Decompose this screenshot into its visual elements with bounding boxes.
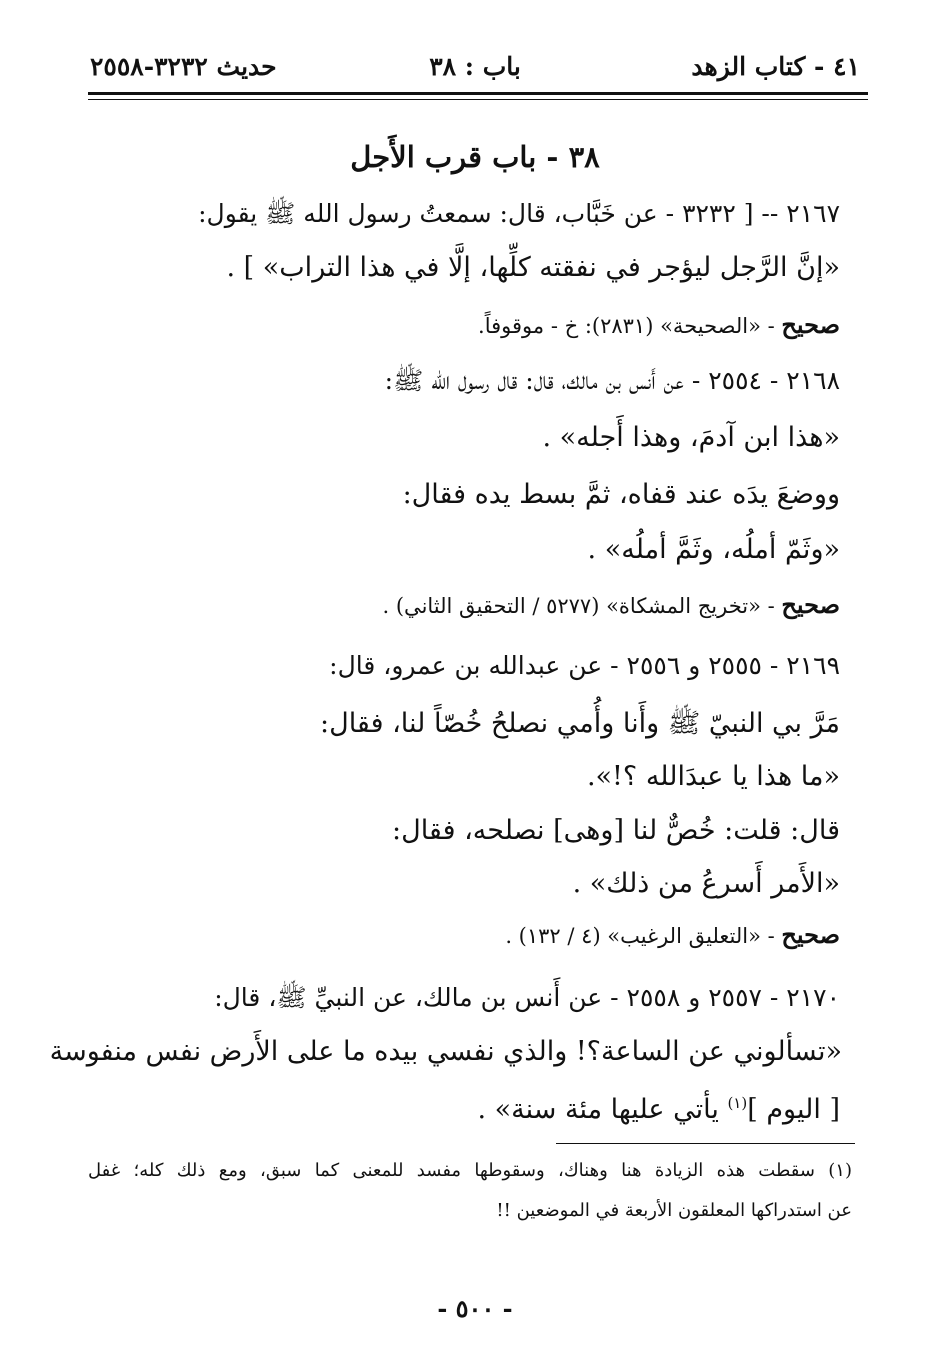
hadith-2170-intro: ٢١٧٠ - ٢٥٥٧ و ٢٥٥٨ - عن أَنس بن مالك، عن النبيِّ ﷺ، قال: [214,983,840,1012]
hadith-2168-grading [383,590,840,619]
hadith-2168-text-2: ووضعَ يدَه عند قفاه، ثمَّ بسط يده فقال: [402,479,840,510]
hadith-2169-text-1: مَرَّ بي النبيّ ﷺ وأَنا وأُمي نصلحُ خُصّاً لنا، فقال: [319,708,840,739]
header-rule-thick [88,92,868,95]
grading-label: صحيح [781,310,840,339]
hadith-2168-text-1: «هذا ابن آدمَ، وهذا أَجله» . [542,422,840,453]
hadith-2170-text-2 [477,1094,840,1125]
grading-label: صحيح [781,920,840,949]
hadith-2169-text-3: قال: قلت: خُصٌّ لنا [وهى] نصلحه، فقال: [391,815,840,846]
hadith-2167-text: «إنَّ الرَّجل ليؤجر في نفقته كلِّها، إلَّا في هذا التراب» ] . [226,252,840,283]
grading-source: - «التعليق الرغيب» (٤ / ١٣٢) . [505,924,782,948]
header-chapter: باب : ٣٨ [429,52,521,81]
running-header [90,48,860,88]
hadith-2169-intro: ٢١٦٩ - ٢٥٥٥ و ٢٥٥٦ - عن عبدالله بن عمرو، قال: [329,651,840,680]
footnote-line-2: عن استدراكها المعلقون الأربعة في الموضعين !! [496,1200,852,1221]
hadith-2169-text-4: «الأَمر أَسرعُ من ذلك» . [572,868,840,899]
header-hadith-range: حديث ٣٢٣٢-٢٥٥٨ [90,52,277,81]
hadith-2167-intro: ٢١٦٧ -- [ ٣٢٣٢ - عن خَبَّاب، قال: سمعتُ رسول الله ﷺ يقول: [198,199,840,228]
footnote-rule [556,1143,855,1144]
page-number: - ٥٠٠ - [437,1294,513,1323]
grading-source: - «تخريج المشكاة» (٥٢٧٧ / التحقيق الثاني) . [382,594,782,618]
hadith-2169-grading [505,920,840,949]
hadith-2169-text-2: «ما هذا يا عبدَالله ؟!». [586,761,840,792]
grading-label: صحيح [781,590,840,619]
hadith-2168-text-3: «وثَمّ أملُه، وثَمَّ أملُه» . [587,534,840,565]
hadith-2167-grading [478,310,840,339]
header-rule-thin [88,99,868,100]
hadith-2170-text-1: «تسألوني عن الساعة؟! والذي نفسي بيده ما على الأَرض نفس منفوسة [49,1036,842,1067]
footnote-marker: (١) [727,1094,748,1112]
hadith-2170-text-2-rest: يأتي عليها مئة سنة» . [477,1094,728,1125]
chapter-title: ٣٨ - باب قرب الأَجل [350,140,600,174]
footnote-line-1: (١) سقطت هذه الزيادة هنا وهناك، وسقوطها مفسد للمعنى كما سبق، ومع ذلك كله؛ غفل [88,1160,852,1181]
bracketed-addition: [ اليوم ] [747,1094,840,1125]
header-book-title: ٤١ - كتاب الزهد [691,52,860,81]
grading-source: - «الصحيحة» (٢٨٣١): خ - موقوفاً. [478,314,782,338]
hadith-2168-intro: ٢١٦٨ - ٢٥٥٤ - عن أَنس بن مالك، قال: قال رسول الله ﷺ: [384,366,840,395]
